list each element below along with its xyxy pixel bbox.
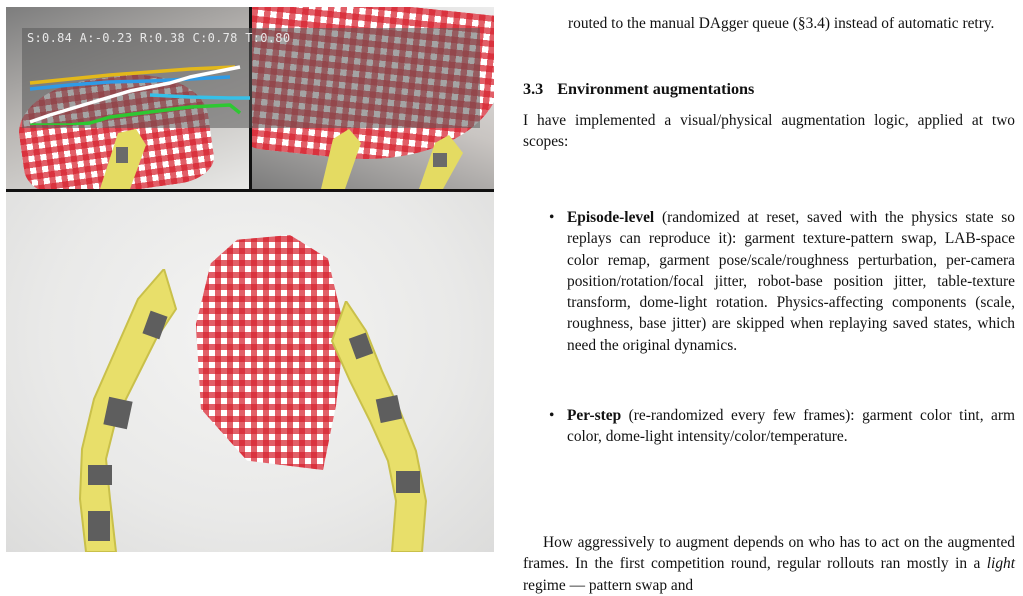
list-item	[549, 405, 1015, 448]
list-item	[549, 207, 1015, 356]
section-heading	[523, 80, 754, 99]
bullet-icon: •	[549, 209, 555, 226]
hud-metrics-text: S:0.84 A:-0.23 R:0.38 C:0.78 T:0.80	[27, 31, 291, 45]
list-item-term: Episode-level	[567, 209, 655, 226]
section-title: Environment augmentations	[557, 80, 755, 98]
robot-arm-right	[419, 127, 489, 189]
paragraph: routed to the manual DAgger queue (§3.4) instead of automatic retry.	[568, 15, 995, 32]
paragraph: I have implemented a visual/physical augmentation logic, applied at two scopes:	[523, 112, 1015, 151]
plot-line-green	[30, 105, 240, 125]
list-item-term: Per-step	[567, 407, 622, 424]
figure	[6, 7, 494, 552]
bullet-icon: •	[549, 407, 555, 424]
robot-arm-left	[76, 269, 186, 552]
paragraph: How aggressively to augment depends on who has to act on the augmented frames. In the first competition round, regular rollouts ran mostly in a light regime — pattern swap and	[523, 534, 1015, 594]
list-item-body: (re-randomized every few frames): garment color tint, arm color, dome-light intensity/color/temperature.	[567, 407, 1015, 446]
camera-panel-main	[6, 191, 494, 552]
section-number: 3.3	[523, 80, 544, 98]
panel-divider-horizontal	[6, 189, 494, 192]
plot-line-cyan	[150, 95, 250, 98]
robot-arm-right	[326, 301, 446, 552]
hud-plot	[28, 35, 258, 125]
robot-arm-left	[311, 119, 371, 189]
robot-arm-left	[88, 125, 158, 189]
list-item-body: (randomized at reset, saved with the physics state so replays can reproduce it): garment texture-pattern swap, LAB-space color remap, garment pose/scale/roughness perturbation, per-camera position/rotation/focal jitter, robot-base position jitter, table-texture transform, dome-light rotation. Physics-affecting components (scale, roughness, base jitter) are skipped when replaying saved states, which need the original dynamics.	[567, 209, 1015, 354]
